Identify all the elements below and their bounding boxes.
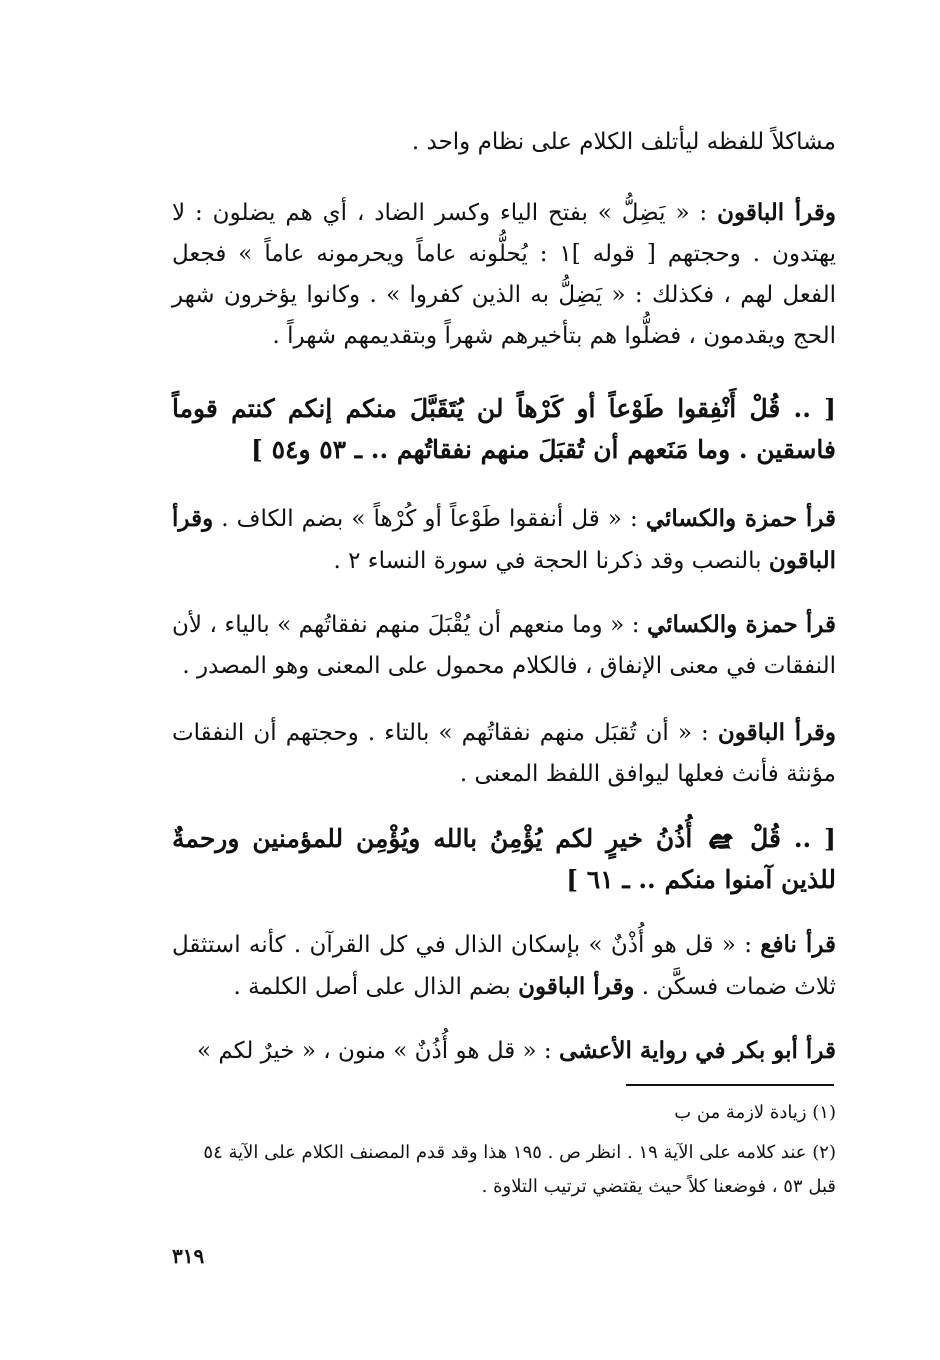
paragraph-2-lead: وقرأ الباقون — [717, 199, 836, 226]
paragraph-3-text2: بالنصب وقد ذكرنا الحجة في سورة النساء ٢ . — [333, 548, 769, 574]
paragraph-7-lead: قرأ أبو بكر في رواية الأعشى — [559, 1037, 836, 1064]
paragraph-2-text: : « يَضِلُّ » بفتح الياء وكسر الضاد ، أي هم يضلون : لا يهتدون . وحجتهم [ قوله ]١ : يُحلُّونه عاماً ويحرمونه عاماً » فجعل الفعل لهم ، فكذلك : « يَضِلُّ به الذين كفروا » . وكانوا يؤخرون شهر الحج ويقدمون ، فضلُّوا هم بتأخيرهم شهراً وبتقديمهم شهراً . — [172, 200, 836, 349]
paragraph-6-text: : « قل هو أُذْنٌ » بإسكان الذال في كل القرآن . كأنه استثقل ثلاث ضمات فسكَّن . — [172, 932, 836, 1000]
paragraph-7 — [172, 1030, 836, 1072]
quran-verse-2-text-a: [ .. قُلْ — [750, 824, 836, 853]
paragraph-3 — [172, 498, 836, 582]
paragraph-5 — [172, 712, 836, 795]
paragraph-6-text2: بضم الذال على أصل الكلمة . — [233, 974, 519, 1000]
page-number: ٣١٩ — [172, 1244, 205, 1268]
prophet-honorific-icon — [707, 829, 735, 853]
paragraph-7-text: : « قل هو أُذُنٌ » منون ، « خيرٌ لكم » — [196, 1038, 559, 1064]
paragraph-3-text: : « قل أنفقوا طَوْعاً أو كُرْهاً » بضم الكاف . — [213, 506, 646, 532]
footnote-1-text: (١) زيادة لازمة من ب — [674, 1102, 836, 1123]
paragraph-6-lead: قرأ نافع — [760, 931, 836, 958]
footnote-2-text: (٢) عند كلامه على الآية ١٩ . انظر ص . ١٩٥ هذا وقد قدم المصنف الكلام على الآية ٥٤ قبل ٥٣ ، فوضعنا كلاً حيث يقتضي ترتيب التلاوة . — [203, 1142, 836, 1197]
paragraph-1-text: مشاكلاً للفظه ليأتلف الكلام على نظام واحد . — [411, 129, 836, 155]
footnote-2 — [172, 1136, 836, 1204]
paragraph-3-lead2: وقرأ الباقون — [172, 505, 836, 574]
quran-verse-2-text-b: أُذُنُ خيرٍ لكم يُؤْمِنُ بالله ويُؤْمِن للمؤمنين ورحمةٌ للذين آمنوا منكم .. ـ ٦١ ] — [172, 824, 836, 894]
quran-verse-2 — [172, 818, 836, 900]
paragraph-3-lead: قرأ حمزة والكسائي — [645, 505, 837, 532]
paragraph-4-text: : « وما منعهم أن يُقْبَلَ منهم نفقاتُهم » بالياء ، لأن النفقات في معنى الإنفاق ، فالكلام محمول على المعنى وهو المصدر . — [172, 612, 836, 679]
paragraph-5-lead: وقرأ الباقون — [717, 719, 836, 746]
footnote-divider — [626, 1084, 834, 1086]
paragraph-6 — [172, 924, 836, 1008]
paragraph-6-lead2: وقرأ الباقون — [518, 973, 635, 1000]
paragraph-5-text: : « أن تُقبَل منهم نفقاتُهم » بالتاء . وحجتهم أن النفقات مؤنثة فأنث فعلها ليوافق اللفظ المعنى . — [172, 720, 836, 787]
paragraph-2 — [172, 192, 836, 357]
quran-verse-1-text: [ .. قُلْ أَنْفِقوا طَوْعاً أو كَرْهاً لن يُتَقَبَّلَ منكم إنكم كنتم قوماً فاسقين . وما مَنَعهم أن تُقبَلَ منهم نفقاتُهم .. ـ ٥٣ و٥٤ ] — [172, 394, 836, 464]
paragraph-4 — [172, 604, 836, 687]
paragraph-4-lead: قرأ حمزة والكسائي — [646, 611, 836, 638]
paragraph-1 — [172, 122, 836, 163]
footnote-1 — [172, 1096, 836, 1130]
quran-verse-1 — [172, 388, 836, 470]
